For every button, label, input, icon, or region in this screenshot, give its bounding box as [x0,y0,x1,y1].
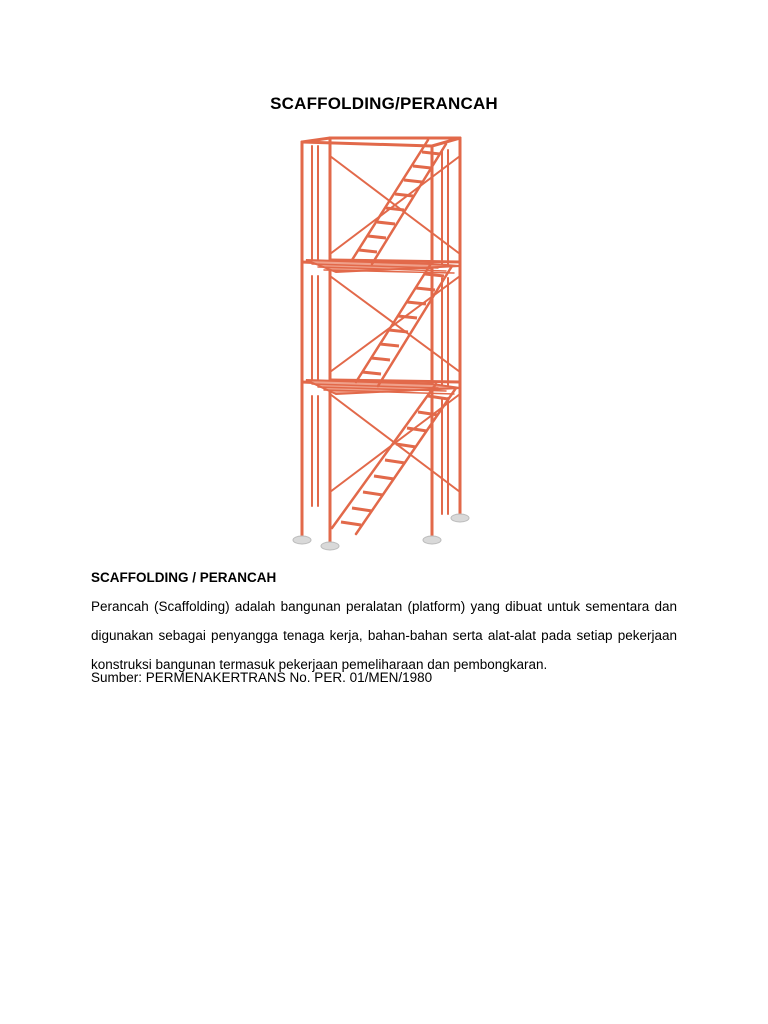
scaffolding-image [232,126,538,558]
page-title: SCAFFOLDING/PERANCAH [270,94,498,113]
definition-paragraph: Perancah (Scaffolding) adalah bangunan peralatan (platform) yang dibuat untuk sementara dan digunakan sebagai penyangga tenaga kerja, bahan-bahan serta alat-alat pada setiap pekerjaan konstruksi bangunan termasuk pekerjaan pemeliharaan dan pembongkaran. [91,599,677,672]
section-heading: SCAFFOLDING / PERANCAH [91,570,277,585]
source-citation: Sumber: PERMENAKERTRANS No. PER. 01/MEN/1980 [91,670,433,685]
scaffolding-illustration [232,126,538,558]
